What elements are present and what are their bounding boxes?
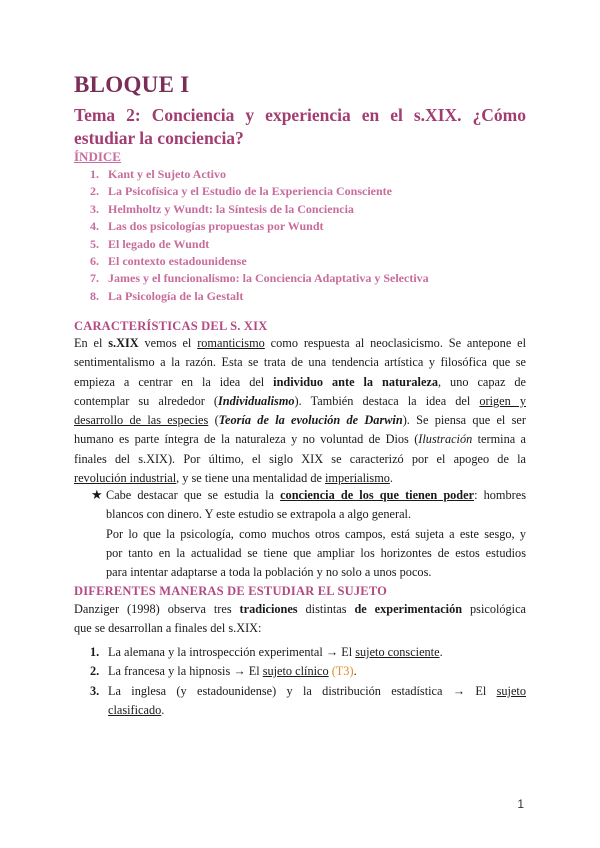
page-title: BLOQUE I (74, 72, 190, 97)
traditions-list (90, 643, 526, 720)
list-item: 3. La inglesa (y estadounidense) y la distribución estadística → El sujeto clasificado. (90, 683, 526, 717)
index-item[interactable]: 5. El legado de Wundt (90, 236, 210, 251)
section-heading-maneras: DIFERENTES MANERAS DE ESTUDIAR EL SUJETO (74, 584, 388, 598)
list-item: 2. La francesa y la hipnosis → El sujeto clínico (T3). (90, 664, 357, 679)
paragraph-danziger: Danziger (1998) observa tres tradiciones distintas de experimentación psicológica que se desarrollan a finales del s.XIX: (74, 602, 527, 636)
star-bullet-icon: ★ (91, 487, 103, 502)
index-item[interactable]: 2. La Psicofísica y el Estudio de la Experiencia Consciente (90, 184, 392, 199)
index-heading: ÍNDICE (74, 149, 121, 164)
list-item: 1. La alemana y la introspección experimental → El sujeto consciente. (90, 645, 443, 659)
index-item[interactable]: 4. Las dos psicologías propuestas por Wundt (90, 219, 324, 234)
bias-note: Cabe destacar que se estudia la conciencia de los que tienen poder: hombres blancos con dinero. Y este estudio se extrapola a algo general. Por lo que la psicología, como muchos otros campos, está sujeta a este sesgo, y por tanto en la actualidad se tiene que ampliar los horizontes de estos estudios para intentar adaptarse a toda la población y no solo a unos pocos. (106, 488, 526, 580)
topic-subtitle: Tema 2: Conciencia y experiencia en el s.XIX. ¿Cómo estudiar la conciencia? (74, 105, 526, 148)
index-item[interactable]: 7. James y el funcionalismo: la Conciencia Adaptativa y Selectiva (90, 271, 429, 286)
index-item[interactable]: 1. Kant y el Sujeto Activo (90, 167, 226, 181)
index-item[interactable]: 6. El contexto estadounidense (90, 254, 247, 269)
index-item[interactable]: 8. La Psicología de la Gestalt (90, 288, 244, 303)
paragraph-caracteristicas: En el s.XIX vemos el romanticismo como respuesta al neoclasicismo. Se antepone el sentimentalismo a la razón. Esta se trata de una tendencia artística y filosófica que se empieza a centrar en la idea del individuo ante la naturaleza, uno capaz de contemplar su alrededor (Individualismo). También destaca la idea del origen y desarrollo de las especies (Teoría de la evolución de Darwin). Se piensa que el ser humano es parte íntegra de la naturaleza y no voluntad de Dios (Ilustración termina a finales del s.XIX). Por último, el siglo XIX se caracterizó por el apogeo de la revolución industrial, y se tiene una mentalidad de imperialismo. (74, 336, 527, 486)
page-number: 1 (517, 797, 524, 811)
section-heading-caracteristicas: CARACTERÍSTICAS DEL S. XIX (74, 319, 268, 333)
cross-reference-link[interactable]: (T3) (328, 664, 354, 679)
index-list (90, 166, 429, 305)
index-item[interactable]: 3. Helmholtz y Wundt: la Síntesis de la Conciencia (90, 201, 354, 216)
